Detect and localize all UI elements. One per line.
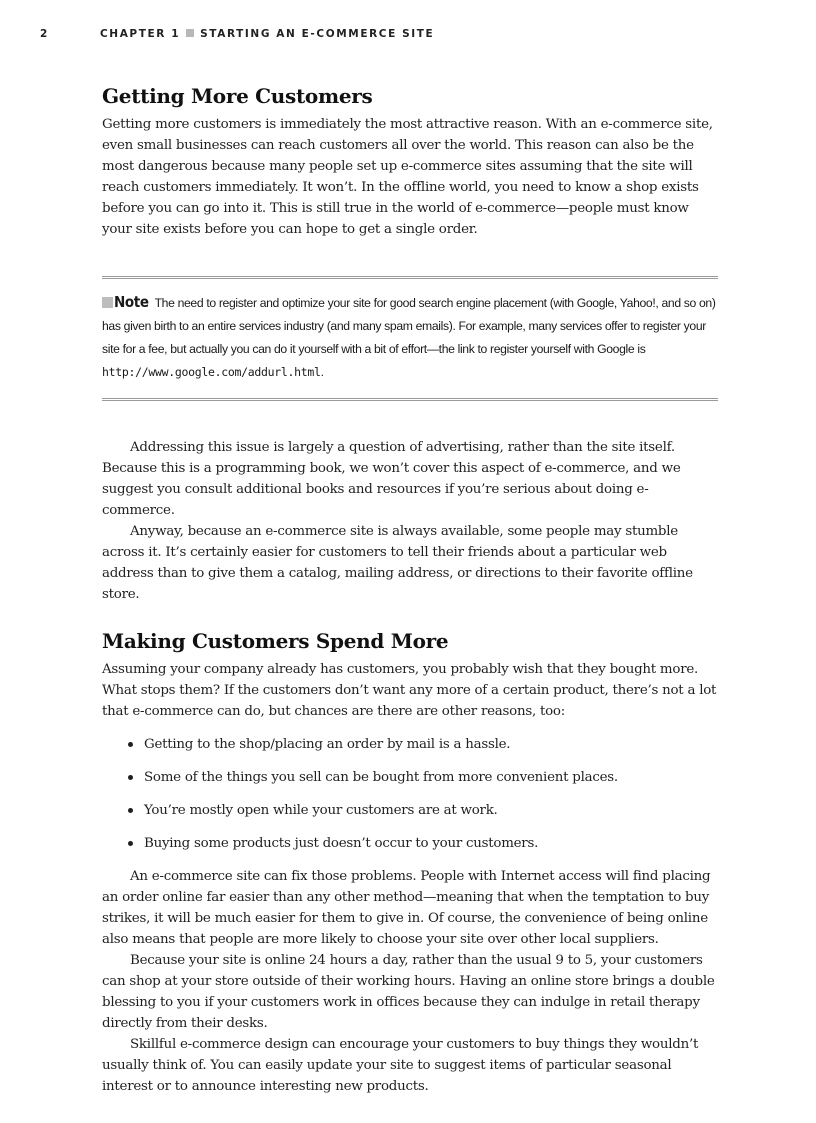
section-heading-making-customers-spend-more: Making Customers Spend More (102, 629, 449, 653)
body-paragraph: Addressing this issue is largely a question of advertising, rather than the site itself. Because this is a programming book, we won’t cover this aspect of e-commerce, and we suggest you consult additional books and resources if you’re serious about doing e-commerce. (102, 440, 681, 518)
note-paragraph (102, 291, 718, 384)
list-item: You’re mostly open while your customers are at work. (124, 800, 718, 821)
chapter-label: CHAPTER 1 (100, 28, 181, 40)
note-text: The need to register and optimize your site for good search engine placement (with Google, Yahoo!, and so on) has given birth to an entire services industry (and many spam emails). For example, many services offer to register your site for a fee, but actually you can do it yourself with a bit of effort—the link to register yourself with Google is (102, 296, 716, 356)
note-box (102, 276, 718, 401)
body-paragraph: Anyway, because an e-commerce site is always available, some people may stumble across it. It’s certainly easier for customers to tell their friends about a particular web address than to give them a catalog, mailing address, or directions to their favorite offline store. (102, 524, 693, 602)
list-item: Some of the things you sell can be bought from more convenient places. (124, 767, 718, 788)
chapter-title: STARTING AN E-COMMERCE SITE (200, 28, 435, 40)
running-head (40, 28, 740, 40)
section1-paragraph: Getting more customers is immediately the most attractive reason. With an e-commerce site, even small businesses can reach customers all over the world. This reason can also be the most dangerous because many people set up e-commerce sites assuming that the site will reach customers immediately. It won’t. In the offline world, you need to know a shop exists before you can go into it. This is still true in the world of e-commerce—people must know your site exists before you can hope to get a single order. (102, 117, 713, 237)
section-making-customers-spend-more (102, 629, 718, 1097)
body-paragraph: An e-commerce site can fix those problems. People with Internet access will find placing an order online far easier than any other method—meaning that when the temptation to buy strikes, it will be much easier for them to give in. Of course, the convenience of being online also means that people are more likely to choose your site over other local suppliers. (102, 869, 711, 947)
separator-square-icon (186, 29, 194, 37)
note-trailing: . (320, 365, 324, 379)
page-number: 2 (40, 28, 49, 40)
section2-intro: Assuming your company already has customers, you probably wish that they bought more. What stops them? If the customers don’t want any more of a certain product, there’s not a lot that e-commerce can do, but chances are there are other reasons, too: (102, 662, 717, 719)
body-paragraph: Skillful e-commerce design can encourage your customers to buy things they wouldn’t usually think of. You can easily update your site to suggest items of particular seasonal interest or to announce interesting new products. (102, 1037, 699, 1094)
bullet-list (102, 734, 718, 854)
section-heading-getting-more-customers: Getting More Customers (102, 84, 373, 108)
list-item: Getting to the shop/placing an order by mail is a hassle. (124, 734, 718, 755)
note-label: Note (114, 293, 149, 311)
body-paragraph: Because your site is online 24 hours a day, rather than the usual 9 to 5, your customers can shop at your store outside of their working hours. Having an online store brings a double blessing to you if your customers work in offices because they can indulge in retail therapy directly from their desks. (102, 953, 715, 1031)
page-content (102, 84, 718, 1097)
note-marker-icon (102, 297, 113, 308)
note-url-link[interactable]: http://www.google.com/addurl.html (102, 365, 321, 379)
list-item: Buying some products just doesn’t occur to your customers. (124, 833, 718, 854)
